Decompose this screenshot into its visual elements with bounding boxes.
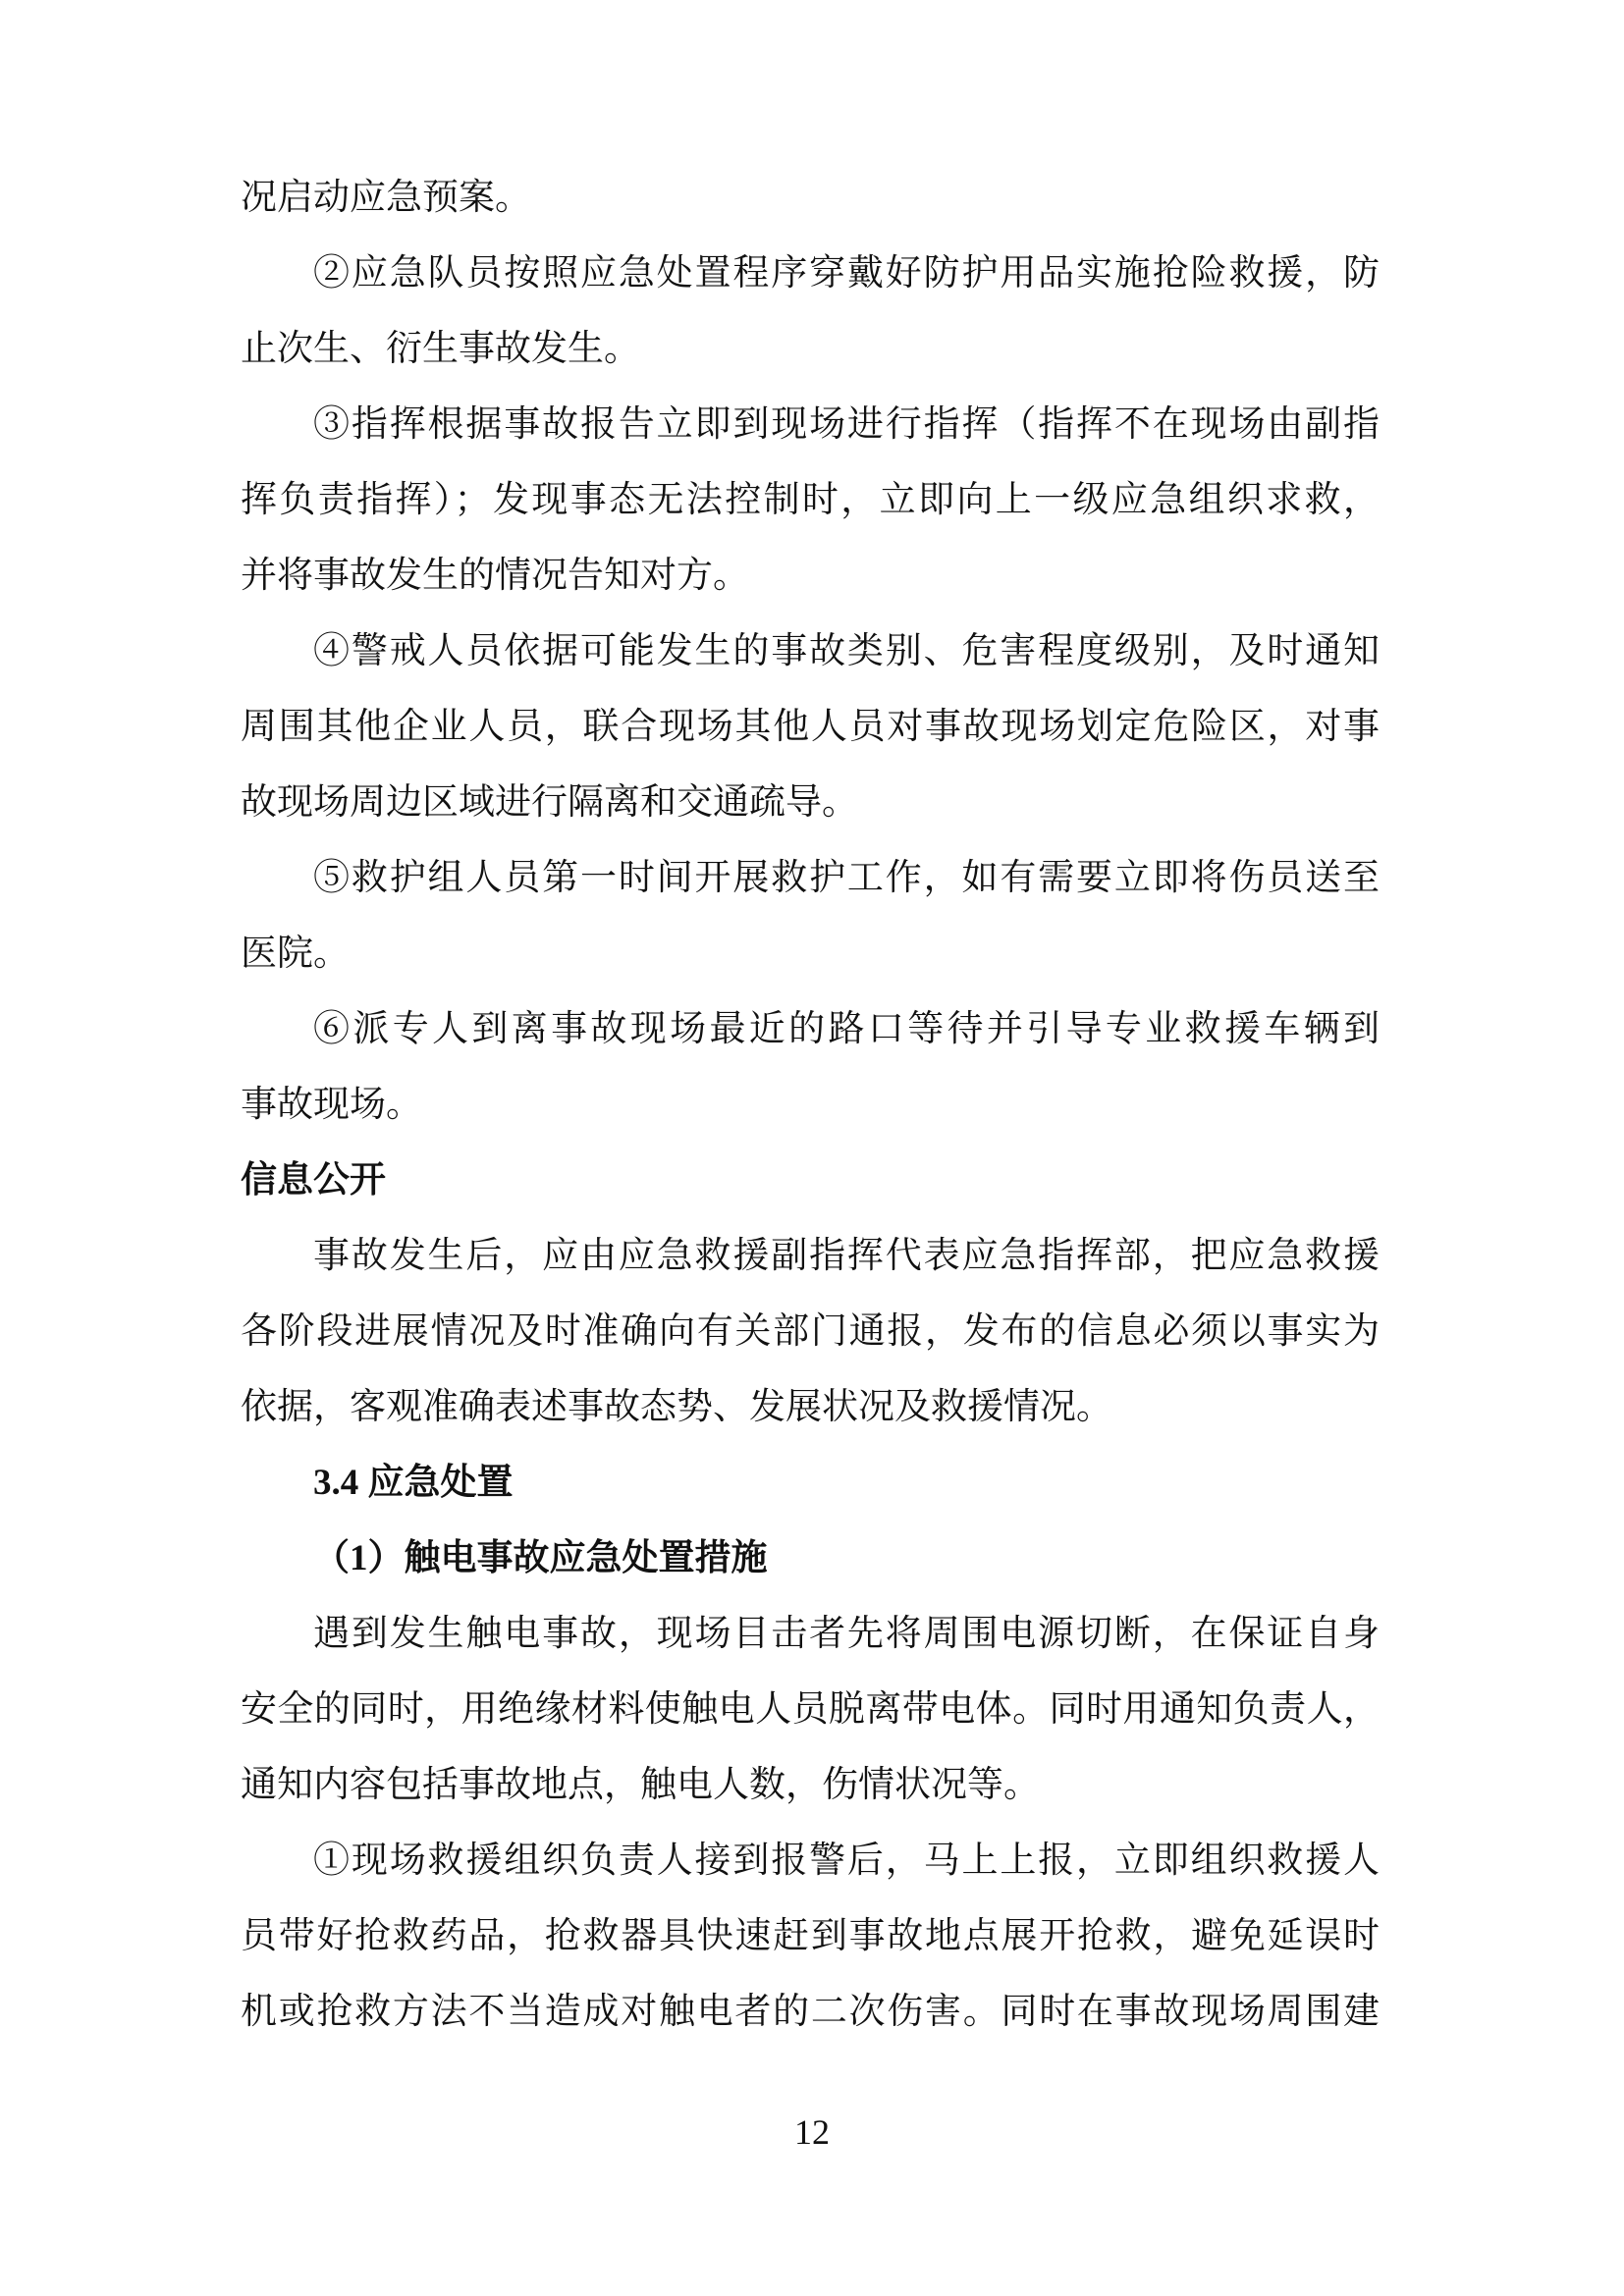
body-text	[241, 160, 1380, 2050]
paragraph-line: 安全的同时，用绝缘材料使触电人员脱离带电体。同时用通知负责人，	[241, 1689, 1380, 1730]
list-item-4-line: ④警戒人员依据可能发生的事故类别、危害程度级别，及时通知	[313, 631, 1380, 671]
list-item-3-line: ③指挥根据事故报告立即到现场进行指挥（指挥不在现场由副指	[313, 404, 1380, 445]
heading-electric-shock-measures: （1）触电事故应急处置措施	[313, 1538, 768, 1578]
paragraph-line: 各阶段进展情况及时准确向有关部门通报，发布的信息必须以事实为	[241, 1311, 1380, 1352]
heading-section-3-4: 3.4 应急处置	[313, 1463, 514, 1503]
list-item-1-line: 员带好抢救药品，抢救器具快速赶到事故地点展开抢救，避免延误时	[241, 1916, 1380, 1956]
paragraph-line: 况启动应急预案。	[241, 178, 531, 218]
paragraph-line: 依据，客观准确表述事故态势、发展状况及救援情况。	[241, 1387, 1112, 1427]
list-item-1-line: 机或抢救方法不当造成对触电者的二次伤害。同时在事故现场周围建	[241, 1992, 1380, 2032]
paragraph-line: 遇到发生触电事故，现场目击者先将周围电源切断，在保证自身	[313, 1614, 1380, 1654]
list-item-2-line: ②应急队员按照应急处置程序穿戴好防护用品实施抢险救援，防	[313, 253, 1380, 294]
list-item-3-line: 挥负责指挥）；发现事态无法控制时，立即向上一级应急组织求救，	[241, 480, 1380, 520]
paragraph-line: 通知内容包括事故地点，触电人数，伤情状况等。	[241, 1765, 1040, 1805]
heading-information-disclosure: 信息公开	[241, 1160, 386, 1201]
list-item-6-line: ⑥派专人到离事故现场最近的路口等待并引导专业救援车辆到	[313, 1009, 1380, 1049]
list-item-4-line: 故现场周边区域进行隔离和交通疏导。	[241, 782, 858, 823]
list-item-1-line: ①现场救援组织负责人接到报警后，马上上报，立即组织救援人	[313, 1841, 1380, 1881]
page-number: 12	[794, 2112, 830, 2152]
list-item-5-line: ⑤救护组人员第一时间开展救护工作，如有需要立即将伤员送至	[313, 858, 1380, 898]
list-item-3-line: 并将事故发生的情况告知对方。	[241, 556, 749, 596]
paragraph-line: 事故发生后，应由应急救援副指挥代表应急指挥部，把应急救援	[313, 1236, 1380, 1276]
list-item-2-line: 止次生、衍生事故发生。	[241, 329, 640, 369]
list-item-5-line: 医院。	[241, 934, 350, 974]
list-item-4-line: 周围其他企业人员，联合现场其他人员对事故现场划定危险区，对事	[241, 707, 1380, 747]
list-item-6-line: 事故现场。	[241, 1085, 422, 1125]
